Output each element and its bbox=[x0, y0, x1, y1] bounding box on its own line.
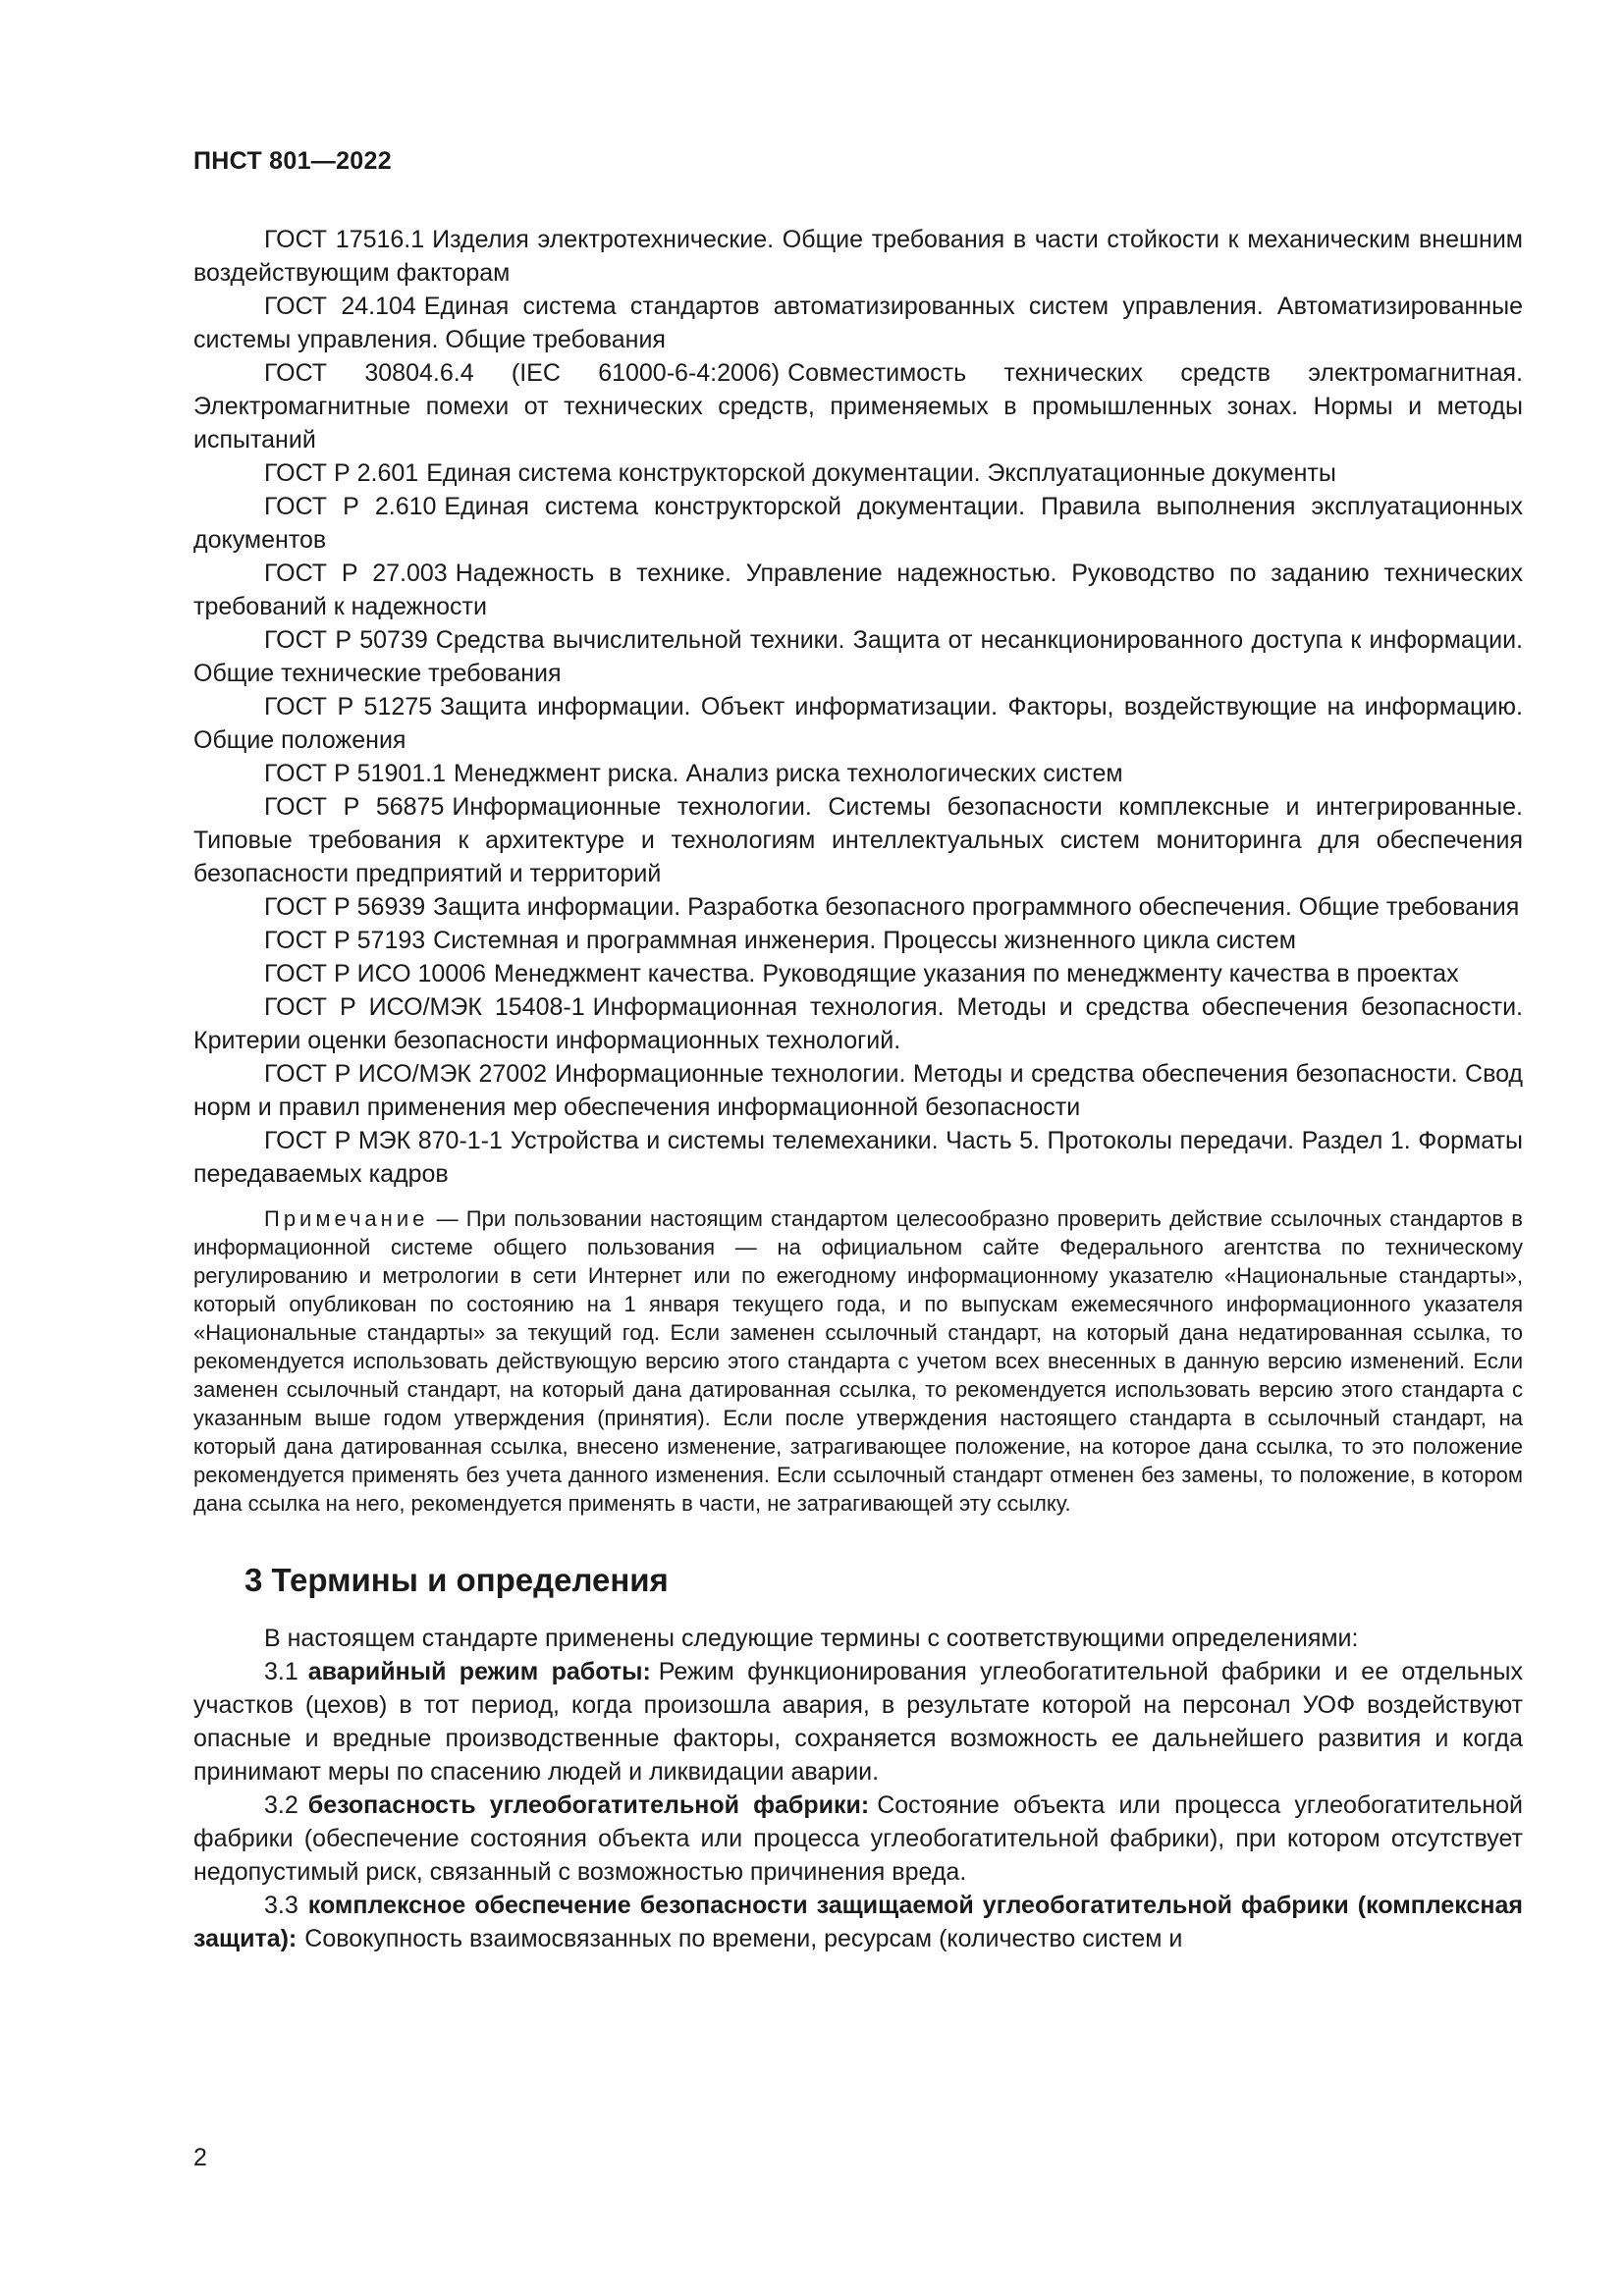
reference-note bbox=[193, 1204, 1523, 1518]
reference-title: Защита информации. Объект информатизации. Факторы, воздействующие на информацию. Общие положения bbox=[193, 693, 1523, 754]
reference-entry bbox=[193, 1124, 1523, 1191]
reference-entry bbox=[193, 623, 1523, 690]
document-id: ПНСТ 801—2022 bbox=[193, 147, 392, 175]
reference-entry bbox=[193, 990, 1523, 1057]
reference-code: ГОСТ Р 56875 bbox=[264, 793, 445, 821]
reference-title: Надежность в технике. Управление надежностью. Руководство по заданию технических требований к надежности bbox=[193, 560, 1523, 620]
reference-entry bbox=[193, 490, 1523, 557]
reference-title: Информационные технологии. Системы безопасности комплексные и интегрированные. Типовые требования к архитектуре и технологиям интеллектуальных систем мониторинга для обеспечения безопасности предприятий и территорий bbox=[193, 793, 1523, 887]
reference-title: Единая система конструкторской документации. Эксплуатационные документы bbox=[426, 459, 1336, 487]
reference-code: ГОСТ Р 51275 bbox=[264, 693, 433, 721]
reference-entry bbox=[193, 924, 1523, 957]
reference-title: Изделия электротехнические. Общие требования в части стойкости к механическим внешним воздействующим факторам bbox=[193, 226, 1523, 287]
term-definition: Состояние объекта или процесса углеобогатительной фабрики (обеспечение состояния объекта или процесса углеобогатительной фабрики), при котором отсутствует недопустимый риск, связанный с возможностью причинения вреда. bbox=[193, 1791, 1523, 1886]
reference-code: ГОСТ 24.104 bbox=[264, 293, 416, 320]
term-entry bbox=[193, 1789, 1523, 1889]
reference-title: Менеджмент качества. Руководящие указания по менеджменту качества в проектах bbox=[494, 960, 1459, 988]
reference-entry bbox=[193, 456, 1523, 490]
term-number: 3.3 bbox=[264, 1892, 298, 1919]
reference-title: Информационная технология. Методы и средства обеспечения безопасности. Критерии оценки безопасности информационных технологий. bbox=[193, 993, 1523, 1054]
reference-code: ГОСТ 17516.1 bbox=[264, 226, 425, 253]
page-content bbox=[193, 223, 1523, 1955]
reference-code: ГОСТ Р МЭК 870-1-1 bbox=[264, 1127, 503, 1154]
reference-code: ГОСТ Р 57193 bbox=[264, 927, 426, 954]
reference-code: ГОСТ Р ИСО/МЭК 15408-1 bbox=[264, 993, 585, 1021]
reference-code: ГОСТ Р ИСО/МЭК 27002 bbox=[264, 1060, 548, 1088]
term-definition: Совокупность взаимосвязанных по времени, ресурсам (количество систем и bbox=[304, 1925, 1183, 1952]
reference-title: Совместимость технических средств электромагнитная. Электромагнитные помехи от технических средств, применяемых в промышленных зонах. Нормы и методы испытаний bbox=[193, 359, 1523, 454]
page-number: 2 bbox=[193, 2144, 207, 2171]
reference-code: ГОСТ Р 51901.1 bbox=[264, 760, 447, 787]
term-number: 3.1 bbox=[264, 1658, 298, 1685]
reference-title: Единая система стандартов автоматизированных систем управления. Автоматизированные системы управления. Общие требования bbox=[193, 293, 1523, 353]
term-name: комплексное обеспечение безопасности защищаемой углеобогатительной фабрики (комплексная защита): bbox=[193, 1892, 1523, 1952]
reference-entry bbox=[193, 356, 1523, 456]
reference-code: ГОСТ Р 56939 bbox=[264, 893, 426, 921]
reference-code: ГОСТ 30804.6.4 (IEC 61000-6-4:2006) bbox=[264, 359, 781, 387]
reference-entry bbox=[193, 757, 1523, 790]
reference-entry bbox=[193, 557, 1523, 623]
reference-code: ГОСТ Р 2.601 bbox=[264, 459, 419, 487]
reference-code: ГОСТ Р 50739 bbox=[264, 626, 428, 654]
note-text: — При пользовании настоящим стандартом целесообразно проверить действие ссылочных стандартов в информационной системе общего пользования — на официальном сайте Федерального агентства по техническому регулированию и метрологии в сети Интернет или по ежегодному информационному указателю «Национальные стандарты», который опубликован по состоянию на 1 января текущего года, и по выпускам ежемесячного информационного указателя «Национальные стандарты» за текущий год. Если заменен ссылочный стандарт, на который дана недатированная ссылка, то рекомендуется использовать действующую версию этого стандарта с учетом всех внесенных в данную версию изменений. Если заменен ссылочный стандарт, на который дана датированная ссылка, то рекомендуется использовать версию этого стандарта с указанным выше годом утверждения (принятия). Если после утверждения настоящего стандарта в ссылочный стандарт, на который дана датированная ссылка, внесено изменение, затрагивающее положение, на которое дана ссылка, то это положение рекомендуется применять без учета данного изменения. Если ссылочный стандарт отменен без замены, то положение, в котором дана ссылка на него, рекомендуется применять в части, не затрагивающей эту ссылку. bbox=[193, 1206, 1523, 1516]
term-definition: Режим функционирования углеобогатительной фабрики и ее отдельных участков (цехов) в тот период, когда произошла авария, в результате которой на персонал УОФ воздействуют опасные и вредные производственные факторы, сохраняется возможность ее дальнейшего развития и когда принимают меры по спасению людей и ликвидации аварии. bbox=[193, 1658, 1523, 1786]
term-entry bbox=[193, 1655, 1523, 1789]
note-label: Примечание bbox=[264, 1206, 429, 1231]
references-list bbox=[193, 223, 1523, 1191]
reference-entry bbox=[193, 890, 1523, 924]
reference-title: Менеджмент риска. Анализ риска технологических систем bbox=[454, 760, 1123, 787]
reference-title: Информационные технологии. Методы и средства обеспечения безопасности. Свод норм и правил применения мер обеспечения информационной безопасности bbox=[193, 1060, 1524, 1121]
term-name: безопасность углеобогатительной фабрики: bbox=[307, 1791, 870, 1819]
reference-entry bbox=[193, 790, 1523, 890]
section-title: 3 Термины и определения bbox=[244, 1562, 669, 1598]
reference-entry bbox=[193, 290, 1523, 356]
term-number: 3.2 bbox=[264, 1791, 298, 1819]
reference-title: Устройства и системы телемеханики. Часть 5. Протоколы передачи. Раздел 1. Форматы передаваемых кадров bbox=[193, 1127, 1523, 1188]
term-name: аварийный режим работы: bbox=[307, 1658, 651, 1685]
reference-title: Единая система конструкторской документации. Правила выполнения эксплуатационных документов bbox=[193, 493, 1523, 554]
reference-entry bbox=[193, 957, 1523, 990]
term-entry bbox=[193, 1889, 1523, 1955]
reference-code: ГОСТ Р 27.003 bbox=[264, 560, 448, 587]
reference-code: ГОСТ Р ИСО 10006 bbox=[264, 960, 487, 988]
reference-code: ГОСТ Р 2.610 bbox=[264, 493, 437, 520]
reference-title: Средства вычислительной техники. Защита от несанкционированного доступа к информации. Общие технические требования bbox=[193, 626, 1523, 687]
reference-entry bbox=[193, 1057, 1523, 1124]
section-intro: В настоящем стандарте применены следующие термины с соответствующими определениями: bbox=[264, 1625, 1359, 1652]
reference-title: Защита информации. Разработка безопасного программного обеспечения. Общие требования bbox=[433, 893, 1520, 921]
reference-entry bbox=[193, 223, 1523, 290]
reference-title: Системная и программная инженерия. Процессы жизненного цикла систем bbox=[433, 927, 1296, 954]
reference-entry bbox=[193, 690, 1523, 757]
